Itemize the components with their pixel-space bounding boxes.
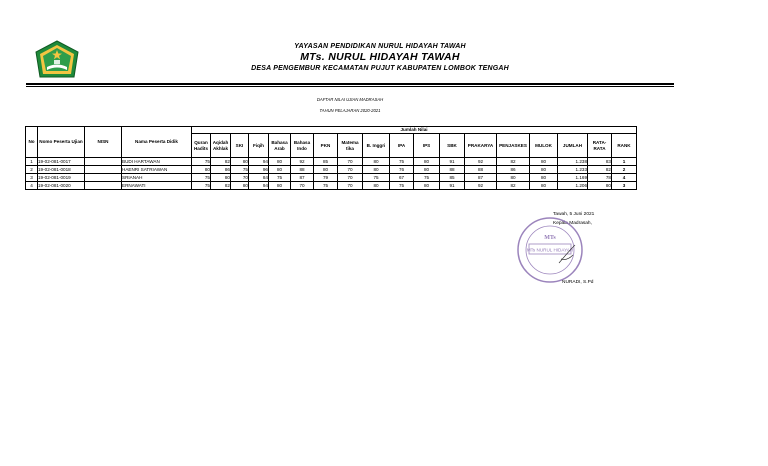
cell-nisn xyxy=(85,166,122,174)
cell-score: 80 xyxy=(231,182,249,190)
cell-score: 75 xyxy=(192,174,211,182)
signature-position: Kepala Madrasah, xyxy=(553,221,592,226)
cell-score: 75 xyxy=(390,158,414,166)
cell-score: 88 xyxy=(440,166,465,174)
cell-score: 91 xyxy=(440,158,465,166)
cell-score: 85 xyxy=(440,174,465,182)
cell-total: 1.206 xyxy=(558,182,588,190)
cell-score: 75 xyxy=(390,182,414,190)
cell-score: 80 xyxy=(269,166,291,174)
col-subject: PKN xyxy=(314,134,338,158)
cell-score: 80 xyxy=(269,182,291,190)
col-subject: PRAKARYA xyxy=(465,134,497,158)
cell-score: 82 xyxy=(497,158,530,166)
cell-score: 82 xyxy=(497,182,530,190)
cell-score: 94 xyxy=(249,158,269,166)
col-subject: Matema tika xyxy=(338,134,363,158)
cell-score: 82 xyxy=(211,158,231,166)
cell-score: 70 xyxy=(231,174,249,182)
cell-student-name: SRIANAH xyxy=(122,174,192,182)
col-subject: B. Inggri xyxy=(363,134,390,158)
cell-score: 70 xyxy=(291,182,314,190)
cell-nisn xyxy=(85,158,122,166)
header-rule-thick xyxy=(26,83,674,85)
cell-score: 80 xyxy=(530,182,558,190)
cell-score: 88 xyxy=(465,166,497,174)
cell-score: 80 xyxy=(211,174,231,182)
table-row xyxy=(26,174,637,182)
cell-score: 80 xyxy=(363,166,390,174)
cell-score: 94 xyxy=(249,182,269,190)
cell-score: 70 xyxy=(338,158,363,166)
cell-score: 75 xyxy=(231,166,249,174)
cell-score: 84 xyxy=(249,174,269,182)
col-subject: SKI xyxy=(231,134,249,158)
cell-score: 80 xyxy=(231,158,249,166)
cell-rank: 4 xyxy=(612,174,637,182)
cell-score: 80 xyxy=(497,174,530,182)
cell-score: 92 xyxy=(291,158,314,166)
cell-average: 82 xyxy=(588,166,612,174)
table-row xyxy=(26,182,637,190)
signature-place-date: Tawah, 5 Juni 2021 xyxy=(553,212,595,217)
grades-table xyxy=(25,126,637,190)
col-subject: IPS xyxy=(414,134,440,158)
col-subject: Aqidah Akhlak xyxy=(211,134,231,158)
cell-exam-no: 19-02-081-0017 xyxy=(38,158,85,166)
cell-no: 1 xyxy=(26,158,38,166)
header-rule-thin xyxy=(26,86,674,87)
cell-score: 80 xyxy=(269,158,291,166)
cell-score: 96 xyxy=(249,166,269,174)
school-address: DESA PENGEMBUR KECAMATAN PUJUT KABUPATEN LOMBOK TENGAH xyxy=(251,65,509,72)
col-group-total: Jumlah Nilai xyxy=(192,127,637,134)
cell-total: 1.238 xyxy=(558,158,588,166)
cell-no: 3 xyxy=(26,174,38,182)
madrasah-logo xyxy=(33,40,81,80)
table-row xyxy=(26,166,637,174)
cell-score: 80 xyxy=(192,166,211,174)
cell-score: 75 xyxy=(269,174,291,182)
col-subject: PENJASKES xyxy=(497,134,530,158)
cell-score: 82 xyxy=(211,182,231,190)
cell-rank: 1 xyxy=(612,158,637,166)
cell-score: 75 xyxy=(363,174,390,182)
cell-no: 4 xyxy=(26,182,38,190)
cell-score: 80 xyxy=(530,158,558,166)
col-no: No xyxy=(26,127,38,158)
col-subject: Quran Hadits xyxy=(192,134,211,158)
cell-score: 92 xyxy=(465,158,497,166)
col-subject: SBK xyxy=(440,134,465,158)
col-nisn: NISN xyxy=(85,127,122,158)
cell-average: 80 xyxy=(588,182,612,190)
cell-score: 86 xyxy=(497,166,530,174)
cell-rank: 3 xyxy=(612,182,637,190)
col-subject: IPA xyxy=(390,134,414,158)
col-subject: Fiqih xyxy=(249,134,269,158)
cell-score: 80 xyxy=(530,174,558,182)
cell-nisn xyxy=(85,182,122,190)
cell-total: 1.233 xyxy=(558,166,588,174)
cell-student-name: ERNAWATI xyxy=(122,182,192,190)
cell-rank: 2 xyxy=(612,166,637,174)
cell-student-name: HAENRI SATRIAWAN xyxy=(122,166,192,174)
svg-text:MTs: MTs xyxy=(544,235,556,241)
cell-exam-no: 19-02-081-0020 xyxy=(38,182,85,190)
cell-score: 75 xyxy=(314,182,338,190)
cell-score: 75 xyxy=(414,174,440,182)
cell-score: 88 xyxy=(291,166,314,174)
col-subject: Bahasa Arab xyxy=(269,134,291,158)
cell-exam-no: 19-02-081-0019 xyxy=(38,174,85,182)
col-subject: MULOK xyxy=(530,134,558,158)
cell-no: 2 xyxy=(26,166,38,174)
cell-score: 79 xyxy=(314,174,338,182)
grades-body xyxy=(26,158,637,190)
document-title: DAFTAR NILAI UJIAN MADRASAH xyxy=(316,97,384,102)
cell-score: 85 xyxy=(314,158,338,166)
cell-score: 70 xyxy=(338,166,363,174)
cell-score: 80 xyxy=(530,166,558,174)
cell-score: 80 xyxy=(414,158,440,166)
cell-score: 80 xyxy=(363,158,390,166)
svg-text:MTs NURUL HIDAYAH: MTs NURUL HIDAYAH xyxy=(526,247,574,253)
col-exam-no: Nomo Peserta Ujian xyxy=(38,127,85,158)
col-average: RATA-RATA xyxy=(588,134,612,158)
cell-score: 80 xyxy=(414,166,440,174)
cell-total: 1.169 xyxy=(558,174,588,182)
school-name: MTs. NURUL HIDAYAH TAWAH xyxy=(300,51,460,63)
table-row xyxy=(26,158,637,166)
cell-score: 91 xyxy=(440,182,465,190)
cell-nisn xyxy=(85,174,122,182)
cell-score: 67 xyxy=(390,174,414,182)
cell-average: 78 xyxy=(588,174,612,182)
signature-name: NURADI, S.Pd xyxy=(562,280,594,285)
cell-score: 75 xyxy=(192,158,211,166)
cell-score: 80 xyxy=(314,166,338,174)
cell-score: 75 xyxy=(192,182,211,190)
cell-score: 80 xyxy=(414,182,440,190)
col-total: JUMLAH xyxy=(558,134,588,158)
foundation-name: YAYASAN PENDIDIKAN NURUL HIDAYAH TAWAH xyxy=(294,43,466,50)
cell-score: 80 xyxy=(363,182,390,190)
academic-year: TAHUN PELAJARAN 2020-2021 xyxy=(319,108,381,113)
cell-score: 86 xyxy=(211,166,231,174)
cell-exam-no: 19-02-081-0018 xyxy=(38,166,85,174)
cell-score: 76 xyxy=(390,166,414,174)
school-stamp xyxy=(515,215,585,285)
cell-student-name: BUDI HARTAWAN xyxy=(122,158,192,166)
cell-average: 83 xyxy=(588,158,612,166)
cell-score: 70 xyxy=(338,174,363,182)
cell-score: 70 xyxy=(338,182,363,190)
cell-score: 92 xyxy=(465,182,497,190)
cell-score: 87 xyxy=(465,174,497,182)
col-student-name: Nama Peserta Didik xyxy=(122,127,192,158)
cell-score: 87 xyxy=(291,174,314,182)
col-rank: RANK xyxy=(612,134,637,158)
col-subject: Bahasa Indo xyxy=(291,134,314,158)
